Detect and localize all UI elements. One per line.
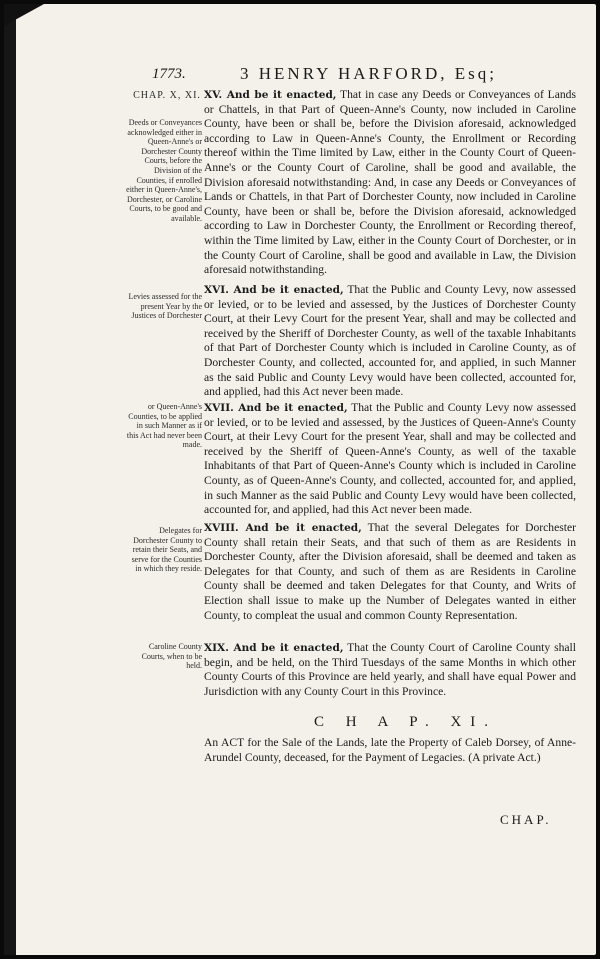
sidenote-section-17: or Queen-Anne's Counties, to be applied in such Manner as if this Act had never been made.: [126, 402, 202, 450]
chapter-heading: C H A P. XI.: [314, 714, 498, 730]
section-19: [204, 641, 576, 699]
section-15-lead: XV. And be it enacted,: [204, 89, 337, 101]
catchword: CHAP.: [500, 812, 552, 827]
section-17-lead: XVII. And be it enacted,: [204, 402, 348, 414]
sidenote-section-15: Deeds or Conveyances acknowledged either in Queen-Anne's or Dorchester County Courts, before the Division of the Counties, if enrolled either in Queen-Anne's, Dorchester, or Caroline Courts, to be good and available.: [126, 118, 202, 223]
paper-sheet: [4, 4, 596, 955]
section-17: [204, 401, 576, 518]
section-17-text: That the Public and County Levy now assessed or levied, or to be levied and assessed, by the Justices of Queen-Anne's County Court, at their Levy Court for the present Year, shall and may be collected and received by the Sheriff of Queen-Anne's County, as well of the taxable Inhabitants of that Part of Queen-Anne's County which is included in Caroline County, as of Queen-Anne's County, and collected, accounted for, and applied, in such Manner as the said Public and County Levy would have been collected, accounted for, and applied, had this Act never been made.: [204, 401, 577, 517]
section-18-lead: XVIII. And be it enacted,: [204, 522, 362, 534]
sidenote-section-18: Delegates for Dorchester County to retain their Seats, and serve for the Counties in which they reside.: [131, 526, 202, 574]
section-19-text: That the County Court of Caroline County shall begin, and be held, on the Third Tuesdays of the same Months in which other County Courts of this Province are held yearly, and shall have equal Power and Jurisdiction with any County Court in this Province.: [204, 641, 576, 698]
section-16: [204, 283, 576, 400]
sidenote-chapter: CHAP. X, XI.: [133, 90, 201, 101]
section-19-lead: XIX. And be it enacted,: [204, 642, 344, 654]
act-title: An ACT for the Sale of the Lands, late the Property of Caleb Dorsey, of Anne-Arundel County, deceased, for the Payment of Legacies. (A private Act.): [204, 736, 576, 764]
folio-year: 1773.: [152, 66, 186, 82]
running-head: [4, 64, 596, 88]
section-16-lead: XVI. And be it enacted,: [204, 284, 344, 296]
section-15-text: That in case any Deeds or Conveyances of Lands or Chattels, in that Part of Queen-Anne's County, now included in Caroline County, have been or shall be, before the Division aforesaid, acknowledged according to Law in Queen-Anne's County, the Enrollment or Recording thereof within the Time limited by Law, either in the County Court of Queen-Anne's or the County Court of Caroline, shall be good and available, the Division aforesaid notwithstanding: And, in case any Deeds or Conveyances of Lands or Chattels, in that Part of Dorchester County, now included in Caroline County, have been or shall be, before the Division aforesaid, acknowledged according to Law in Dorchester County, the Enrollment or Recording thereof, within the Time limited by Law, either in the County Court of Dorchester, or in the County Court of Caroline, shall be good and available in Law, the Division aforesaid notwithstanding.: [204, 88, 576, 277]
section-18: [204, 521, 576, 623]
running-title: 3 HENRY HARFORD, Esq;: [240, 64, 497, 83]
section-16-text: That the Public and County Levy, now assessed or levied, or to be levied and assessed, by the Justices of Dorchester County Court, at their Levy Court for the present Year, shall and may be collected and received by the Sheriff of Dorchester County, as well of the taxable Inhabitants of that Part of Dorchester County which is included in Caroline County, as of Dorchester County, and collected, accounted for, and applied, in such Manner as the said Public and County Levy would have been collected, accounted for, and applied, had this Act never been made.: [204, 283, 576, 399]
scan-edge-shadow: [4, 4, 16, 955]
sidenote-section-16: Levies assessed for the present Year by the Justices of Dorchester: [128, 292, 202, 321]
section-15: [204, 88, 576, 278]
sidenote-section-19: Caroline County Courts, when to be held.: [141, 642, 202, 671]
section-18-text: That the several Delegates for Dorchester County shall retain their Seats, and that such of them as are Residents in Dorchester County, after the Division aforesaid, shall be deemed and taken as Delegates for that County, and such of them as are Residents in Caroline County shall be deemed and taken Delegates for that County, and Writs of Election shall issue to make up the Number of Delegates wanted in either County, to compleat the usual and common County Representation.: [204, 521, 576, 622]
